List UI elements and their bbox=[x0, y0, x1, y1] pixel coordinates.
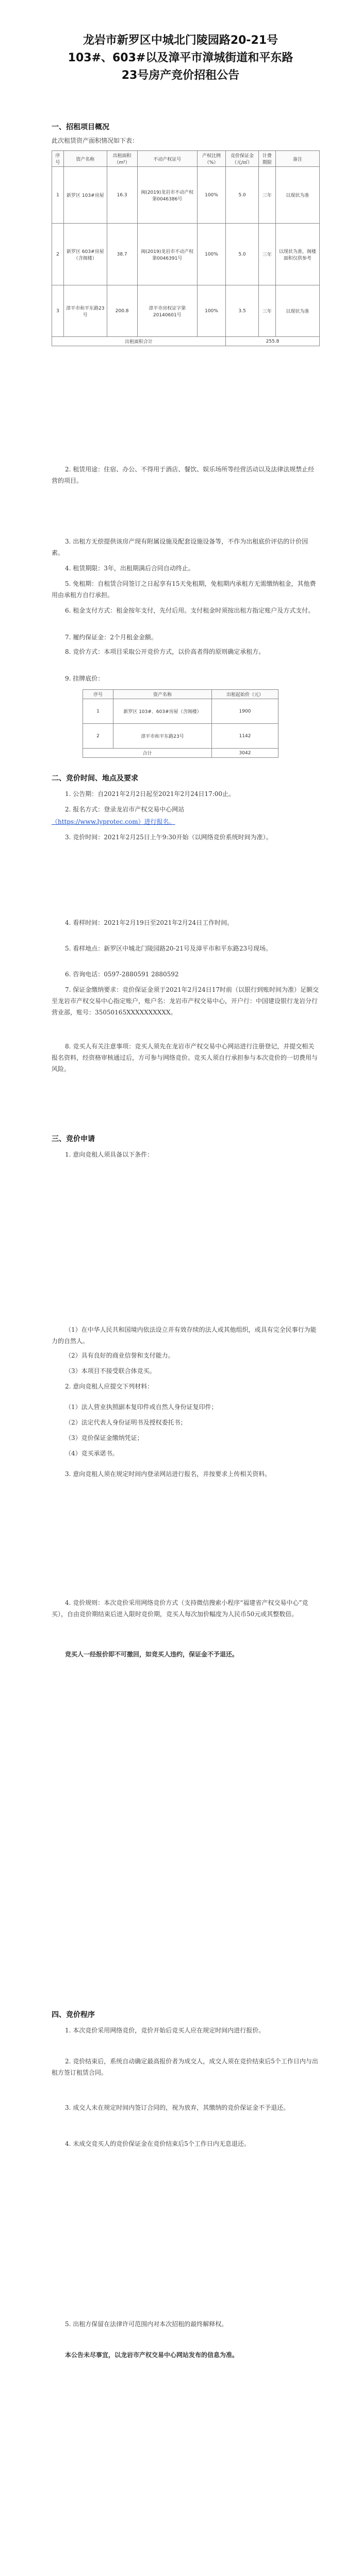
price-col-header: 序号 bbox=[83, 690, 113, 699]
asset-col-header: 资产名称 bbox=[63, 151, 107, 167]
asset-table-row bbox=[52, 224, 320, 285]
asset-cell: 3.5 bbox=[226, 285, 259, 337]
asset-cell: 三年 bbox=[259, 167, 276, 224]
announcement-title bbox=[41, 32, 320, 84]
asset-col-header: 出租面积（m²） bbox=[107, 151, 137, 167]
section-3-line: （3）竞价保证金缴纳凭证； bbox=[65, 1434, 143, 1442]
trading-site-link-line bbox=[52, 816, 320, 827]
term-item: 5. 免租期：自租赁合同签订之日起享有15天免租期，免租期内承租方无需缴纳租金，其他费用由承租方自行承担。 bbox=[52, 580, 316, 599]
asset-cell: 闽(2019)龙岩市不动产权第0046386号 bbox=[137, 167, 197, 224]
asset-col-header: 计费期限 bbox=[259, 151, 276, 167]
price-table bbox=[83, 689, 278, 758]
price-cell: 1 bbox=[83, 699, 113, 724]
asset-cell: 以现状为准 bbox=[275, 285, 319, 337]
section-2-line: 7. 保证金缴纳要求：竞价保证金须于2021年2月24日17时前（以银行到账时间为准）足额交至龙岩市产权交易中心指定账户，账户名：龙岩市产权交易中心，开户行：中国建设银行龙岩分行营业部，账号：35050165XXXXXXXXXX。 bbox=[52, 986, 319, 1016]
asset-cell: 三年 bbox=[259, 285, 276, 337]
usage-paragraph: 2. 租赁用途：住宿、办公、不得用于酒店、餐饮、娱乐场所等经营活动以及法律法规禁止经营的项目。 bbox=[52, 466, 315, 484]
price-col-header: 资产名称 bbox=[113, 690, 212, 699]
asset-cell: 漳平市和平东路23号 bbox=[63, 285, 107, 337]
term-item: 3. 出租方无偿提供该房产现有附属设施及配套设施设备等，不作为出租底价评估的计价因素。 bbox=[52, 538, 308, 556]
asset-col-header: 不动产权证号 bbox=[137, 151, 197, 167]
asset-cell: 以现状为准，阁楼面积仅供参考 bbox=[275, 224, 319, 285]
term-item: 8. 竞价方式：本项目采取公开竞价方式，以价高者得的原则确定承租方。 bbox=[65, 648, 265, 655]
term-item: 6. 租金支付方式：租金按年支付，先付后用。支付租金时须按出租方指定账户及方式支付。 bbox=[65, 607, 315, 614]
price-total-value: 3042 bbox=[212, 749, 278, 758]
section-1-heading: 一、招租项目概况 bbox=[52, 123, 109, 131]
section-4-line: 4. 未成交竞买人的竞价保证金在竞价结束后5个工作日内无息退还。 bbox=[65, 2140, 250, 2147]
asset-cell: 闽(2019)龙岩市不动产权第0046391号 bbox=[137, 224, 197, 285]
section-3-line: 2. 意向竞租人应提交下列材料： bbox=[65, 1383, 154, 1390]
asset-cell: 3 bbox=[52, 285, 64, 337]
section-4-heading: 四、竞价程序 bbox=[52, 2011, 95, 2019]
section-3-line: （1）法人营业执照副本复印件或自然人身份证复印件； bbox=[65, 1403, 218, 1411]
asset-cell: 新罗区 603#房屋（含阁楼） bbox=[63, 224, 107, 285]
asset-table bbox=[52, 150, 320, 346]
asset-total-label: 出租面积合计 bbox=[52, 337, 226, 346]
section-3-line: 3. 意向竞租人须在规定时间内登录网站进行报名，并按要求上传相关资料。 bbox=[65, 1470, 271, 1478]
title-line-1: 龙岩市新罗区中城北门陵园路20-21号 bbox=[83, 34, 278, 47]
asset-cell: 三年 bbox=[259, 224, 276, 285]
asset-col-header: 竞价保证金（元/㎡） bbox=[226, 151, 259, 167]
price-cell: 新罗区 103#、603#房屋（含阁楼） bbox=[113, 699, 212, 724]
term-item: 7. 履约保证金：2个月租金金额。 bbox=[65, 634, 157, 641]
price-col-header: 出租起始价（元） bbox=[212, 690, 278, 699]
section-3-line: （3）本项目不接受联合体竞买。 bbox=[65, 1367, 156, 1375]
trading-site-link[interactable]: （https://www.lyprotec.com）进行报名。 bbox=[52, 818, 175, 825]
section-2-line: 5. 看样地点：新罗区中城北门陵园路20-21号及漳平市和平东路23号现场。 bbox=[65, 945, 272, 952]
title-line-2: 103#、603#以及漳平市漳城街道和平东路 bbox=[68, 52, 293, 64]
section-3-line: （2）具有良好的商业信誉和支付能力。 bbox=[65, 1352, 174, 1359]
price-cell: 1142 bbox=[212, 724, 278, 749]
price-table-row bbox=[83, 724, 278, 749]
bidding-rules: 4. 竞价规则：本次竞价采用网络竞价方式（支持微信搜索小程序“福建省产权交易中心”竞买），自由竞价期结束后进入限时竞价期，竞买人每次加价幅度为人民币50元或其整数倍。 bbox=[52, 1599, 308, 1618]
section-2-line: 1. 公告期：自2021年2月2日起至2021年2月24日17:00止。 bbox=[65, 790, 235, 798]
asset-cell: 新罗区 103#房屋 bbox=[63, 167, 107, 224]
section-4-line: 2. 竞价结束后，系统自动确定最高报价者为成交人，成交人须在竞价结束后5个工作日内与出租方签订租赁合同。 bbox=[52, 2058, 318, 2076]
section-4-line: 3. 成交人未在规定时间内签订合同的，视为放弃，其缴纳的竞价保证金不予退还。 bbox=[65, 2104, 290, 2111]
title-line-3: 23号房产竞价招租公告 bbox=[121, 69, 240, 82]
section-2-line: 4. 看样时间：2021年2月19日至2021年2月24日工作时间。 bbox=[65, 919, 234, 926]
asset-cell: 以现状为准 bbox=[275, 167, 319, 224]
bidding-warning: 竞买人一经报价即不可撤回，如竞买人违约，保证金不予退还。 bbox=[65, 1651, 239, 1658]
section-1-intro: 此次租赁资产面积情况如下表： bbox=[52, 137, 139, 144]
asset-cell: 100% bbox=[198, 285, 226, 337]
asset-cell: 2 bbox=[52, 224, 64, 285]
price-cell: 2 bbox=[83, 724, 113, 749]
asset-cell: 100% bbox=[198, 167, 226, 224]
price-cell: 1900 bbox=[212, 699, 278, 724]
section-2-line: 6. 咨询电话：0597-2880591 2880592 bbox=[65, 971, 179, 978]
section-3-heading: 三、竞价申请 bbox=[52, 1135, 95, 1143]
asset-cell: 5.0 bbox=[226, 224, 259, 285]
section-3-line: （1）在中华人民共和国境内依法设立并有效存续的法人或其他组织，或具有完全民事行为能力的自然人。 bbox=[52, 1326, 317, 1345]
price-cell: 漳平市和平东路23号 bbox=[113, 724, 212, 749]
asset-cell: 38.7 bbox=[107, 224, 137, 285]
section-2-heading: 二、竞价时间、地点及要求 bbox=[52, 774, 138, 783]
asset-col-header: 序号 bbox=[52, 151, 64, 167]
asset-col-header: 备注 bbox=[275, 151, 319, 167]
price-total-label: 合计 bbox=[83, 749, 212, 758]
asset-table-total bbox=[52, 337, 320, 346]
section-4-line: 1. 本次竞价采用网络竞价，竞价开始后竞买人应在规定时间内进行报价。 bbox=[65, 2027, 265, 2034]
price-table-total bbox=[83, 749, 278, 758]
asset-table-row bbox=[52, 167, 320, 224]
price-table-row bbox=[83, 699, 278, 724]
section-2-line: 3. 竞价时间：2021年2月25日上午9:30开始（以网络竞价系统时间为准）。 bbox=[65, 834, 272, 841]
asset-cell: 16.3 bbox=[107, 167, 137, 224]
asset-table-row bbox=[52, 285, 320, 337]
section-4-emphasis: 本公告未尽事宜，以龙岩市产权交易中心网站发布的信息为准。 bbox=[65, 2351, 239, 2359]
section-4-line: 5. 出租方保留在法律许可范围内对本次招租的最终解释权。 bbox=[65, 2320, 228, 2328]
asset-cell: 1 bbox=[52, 167, 64, 224]
asset-cell: 100% bbox=[198, 224, 226, 285]
section-3-line: 1. 意向竞租人须具备以下条件： bbox=[65, 1151, 154, 1158]
asset-col-header: 产权比例（%） bbox=[198, 151, 226, 167]
asset-cell: 5.0 bbox=[226, 167, 259, 224]
asset-cell: 漳平市房权证字第20140601号 bbox=[137, 285, 197, 337]
section-2-line: 2. 报名方式：登录龙岩市产权交易中心网站 bbox=[65, 806, 185, 813]
term-item: 4. 租赁期限：3年，出租期满后合同自动终止。 bbox=[65, 565, 194, 572]
section-2-line: 8. 竞买人有关注意事项：竞买人须先在龙岩市产权交易中心网站进行注册登记，并提交相关报名资料，经资格审核通过后，方可参与网络竞价。竞买人须自行承担参与本次竞价的一切费用与风险。 bbox=[52, 1043, 318, 1073]
price-intro: 9. 挂牌底价： bbox=[65, 675, 104, 682]
asset-table-header bbox=[52, 151, 320, 167]
asset-total-value: 255.8 bbox=[226, 337, 320, 346]
asset-cell: 200.8 bbox=[107, 285, 137, 337]
section-3-line: （4）竞买承诺书。 bbox=[65, 1450, 119, 1457]
price-table-header bbox=[83, 690, 278, 699]
section-3-line: （2）法定代表人身份证明书及授权委托书； bbox=[65, 1419, 187, 1426]
